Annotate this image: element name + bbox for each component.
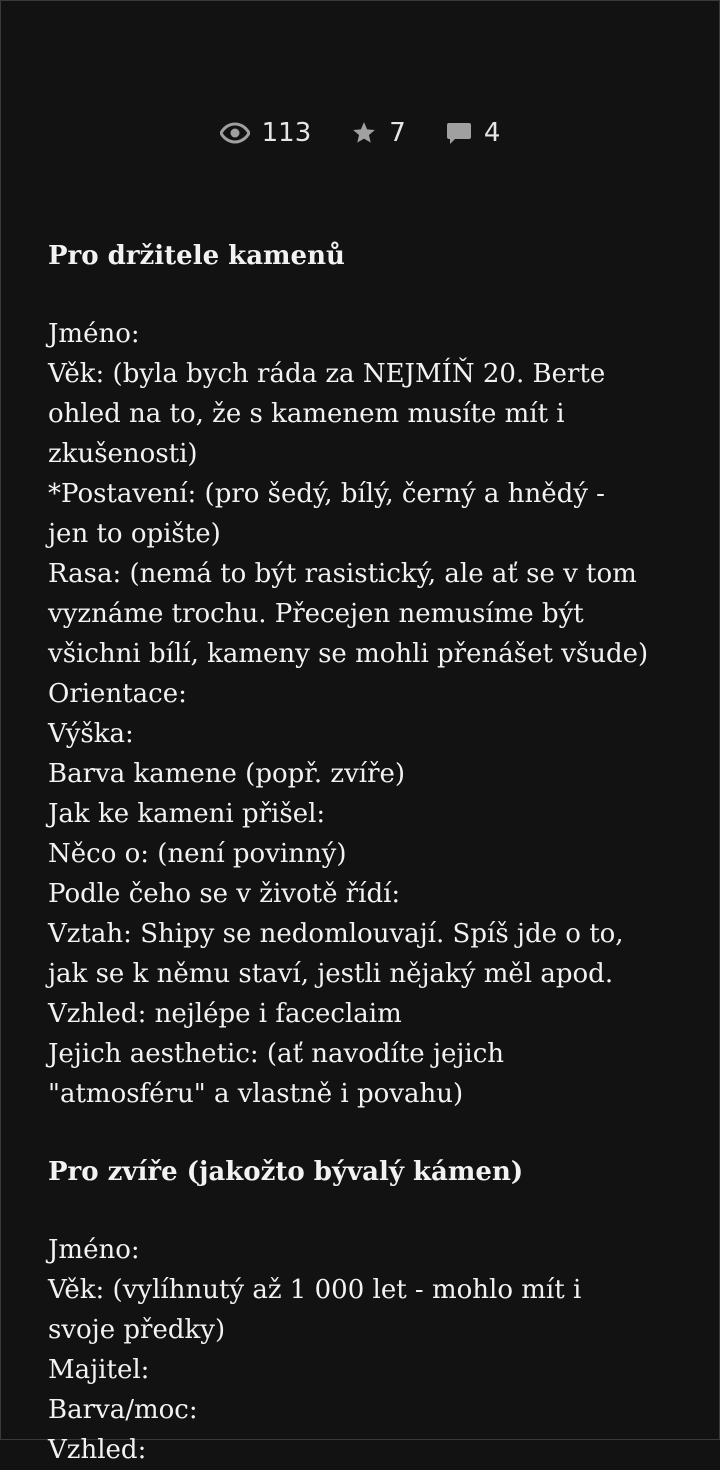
text-line: jen to opište) xyxy=(48,519,221,549)
comment-icon xyxy=(446,121,472,145)
text-line: Rasa: (nemá to být rasistický, ale ať se v tom xyxy=(48,559,637,589)
text-line: Vzhled: nejlépe i faceclaim xyxy=(48,999,402,1029)
text-line: Jak ke kameni přišel: xyxy=(48,799,326,829)
section-heading-stone-holders: Pro držitele kamenů xyxy=(48,241,345,271)
stars-stat xyxy=(351,118,406,148)
text-line: svoje předky) xyxy=(48,1315,226,1345)
text-line: Orientace: xyxy=(48,679,187,709)
views-count: 113 xyxy=(261,118,312,148)
text-line: jak se k němu staví, jestli nějaký měl apod. xyxy=(48,959,614,989)
text-line: Jejich aesthetic: (ať navodíte jejich xyxy=(48,1039,505,1069)
text-line: Barva kamene (popř. zvíře) xyxy=(48,759,406,789)
text-line: Věk: (byla bych ráda za NEJMÍŇ 20. Berte xyxy=(48,359,606,389)
eye-icon xyxy=(220,122,250,144)
text-line: Jméno: xyxy=(48,319,140,349)
text-line: ohled na to, že s kamenem musíte mít i xyxy=(48,399,565,429)
text-line: Majitel: xyxy=(48,1355,150,1385)
text-line: Jméno: xyxy=(48,1235,140,1265)
text-line: vyznáme trochu. Přecejen nemusíme být xyxy=(48,599,584,629)
comments-stat xyxy=(446,118,501,148)
text-line: všichni bílí, kameny se mohli přenášet všude) xyxy=(48,639,649,669)
text-line: zkušenosti) xyxy=(48,439,198,469)
text-line: Vztah: Shipy se nedomlouvají. Spíš jde o to, xyxy=(48,919,624,949)
text-line: *Postavení: (pro šedý, bílý, černý a hnědý - xyxy=(48,479,605,509)
text-line: Barva/moc: xyxy=(48,1395,198,1425)
views-stat xyxy=(220,118,312,148)
story-content xyxy=(48,236,688,1470)
stars-count: 7 xyxy=(389,118,406,148)
comments-count: 4 xyxy=(483,118,501,148)
text-line: Věk: (vylíhnutý až 1 000 let - mohlo mít i xyxy=(48,1275,582,1305)
text-line: Něco o: (není povinný) xyxy=(48,839,347,869)
text-line: "atmosféru" a vlastně i povahu) xyxy=(48,1079,464,1109)
section-heading-animal: Pro zvíře (jakožto bývalý kámen) xyxy=(48,1157,524,1187)
text-line: Výška: xyxy=(48,719,134,749)
story-stats-bar xyxy=(0,118,720,148)
text-line: Vzhled: xyxy=(48,1435,147,1465)
stone-holders-form-lines xyxy=(48,314,688,1114)
animal-form-lines xyxy=(48,1230,688,1470)
text-line: Podle čeho se v životě řídí: xyxy=(48,879,401,909)
star-icon xyxy=(351,120,377,146)
